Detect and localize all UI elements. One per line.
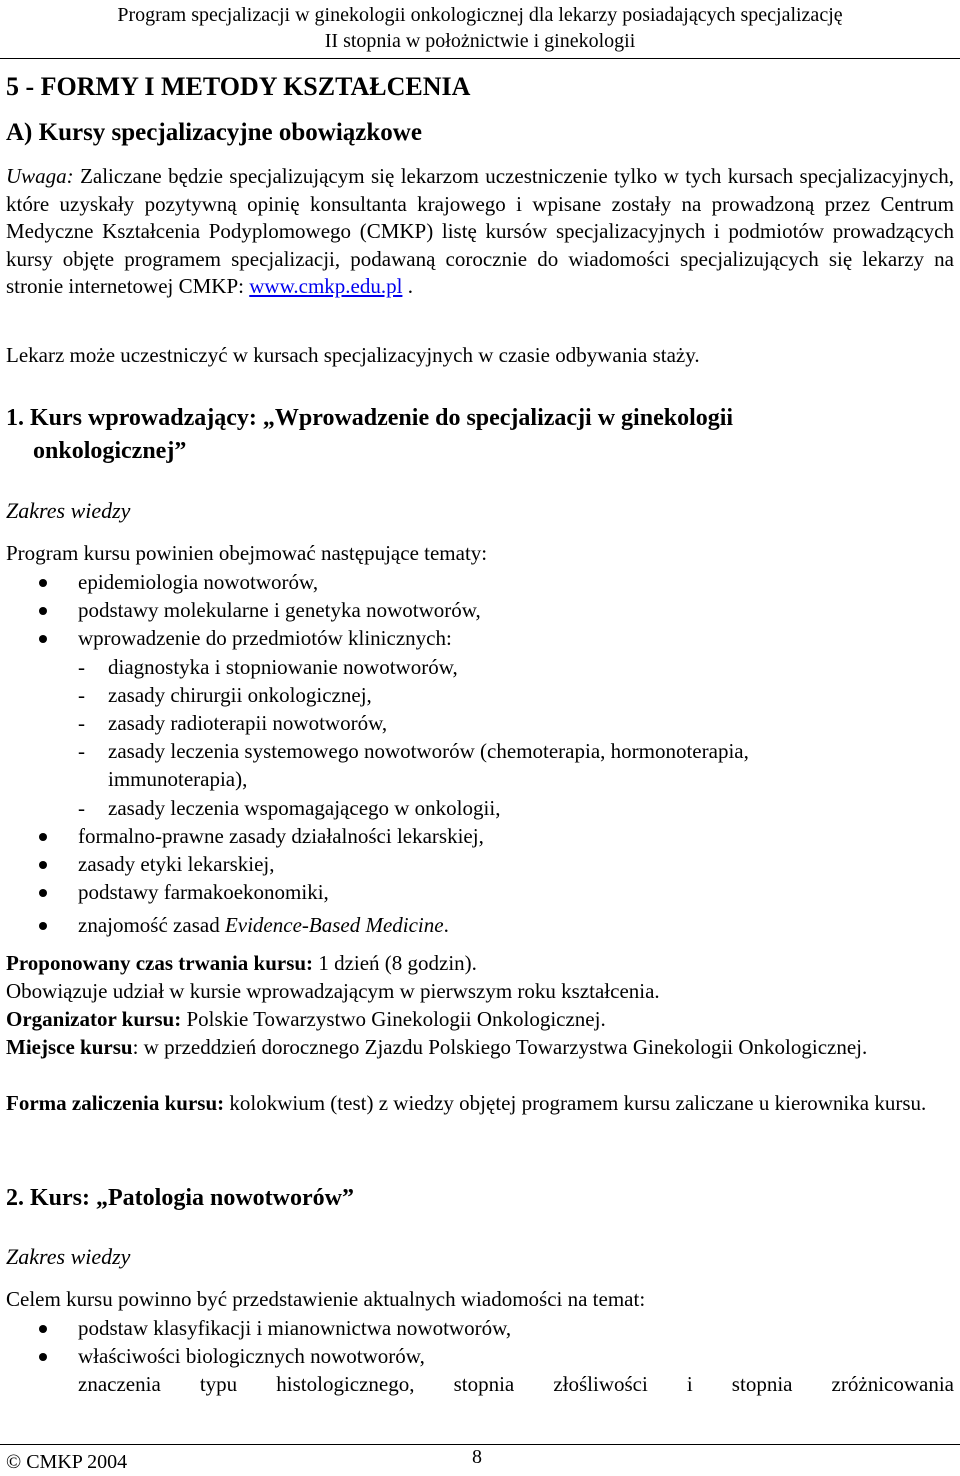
note-label: Uwaga: bbox=[6, 164, 74, 188]
course1-title-line1: 1. Kurs wprowadzający: „Wprowadzenie do specjalizacji w ginekologii bbox=[6, 405, 734, 431]
list-item: epidemiologia nowotworów, bbox=[0, 568, 960, 596]
list-item: formalno-prawne zasady działalności lekarskiej, bbox=[0, 822, 960, 850]
note-end: . bbox=[402, 274, 413, 299]
cmkp-link[interactable]: www.cmkp.edu.pl bbox=[249, 274, 403, 299]
note-paragraph bbox=[6, 163, 954, 301]
course2-title: 2. Kurs: „Patologia nowotworów” bbox=[6, 1185, 354, 1211]
course2-scope-label: Zakres wiedzy bbox=[6, 1244, 131, 1269]
dash-mark: - bbox=[78, 654, 85, 679]
list-item: wprowadzenie do przedmiotów klinicznych: bbox=[0, 624, 960, 652]
list-item: - zasady radioterapii nowotworów, bbox=[0, 709, 960, 737]
course2-intro: Celem kursu powinno być przedstawienie aktualnych wiadomości na temat: bbox=[6, 1287, 646, 1311]
header-line-2: II stopnia w położnictwie i ginekologii bbox=[324, 30, 636, 52]
course1-topic-list bbox=[0, 568, 960, 940]
footer-rule bbox=[0, 1444, 960, 1445]
list-item: podstawy farmakoekonomiki, bbox=[0, 878, 960, 906]
dash-mark: - bbox=[78, 711, 85, 736]
course1-title bbox=[6, 402, 946, 468]
list-item: - diagnostyka i stopniowanie nowotworów, bbox=[0, 653, 960, 681]
course1-title-line2: onkologicznej” bbox=[33, 438, 187, 464]
course1-pass: Forma zaliczenia kursu: kolokwium (test) z wiedzy objętej programem kursu zaliczane u kierownika kursu. bbox=[6, 1091, 927, 1115]
header-rule bbox=[0, 58, 960, 59]
header-line-1: Program specjalizacji w ginekologii onkologicznej dla lekarzy posiadających specjalizację bbox=[117, 4, 843, 26]
list-item: podstawy molekularne i genetyka nowotworów, bbox=[0, 596, 960, 624]
dash-mark: - bbox=[78, 739, 85, 764]
note-text: Zaliczane będzie specjalizującym się lekarzom uczestniczenie tylko w tych kursach specjalizacyjnych, które uzyskały pozytywną opinię konsultanta krajowego i wpisane zostały na prowadzoną przez Centrum Medyczne Kształcenia Podyplomowego (CMKP) listę kursów specjalizacyjnych i podmiotów prowadzących kursy objęte programem specjalizacji, podawaną corocznie do wiadomości specjalizujących się lekarzy na stronie internetowej CMKP: bbox=[6, 164, 954, 299]
course2-topic-list bbox=[0, 1314, 960, 1399]
section-title: 5 - FORMY I METODY KSZTAŁCENIA bbox=[6, 72, 471, 101]
list-item: właściwości biologicznych nowotworów, bbox=[0, 1342, 960, 1370]
list-item: znajomość zasad Evidence-Based Medicine. bbox=[0, 911, 960, 939]
running-header bbox=[0, 2, 960, 54]
list-item: znaczenia typu histologicznego, stopnia złośliwości i stopnia zróżnicowania bbox=[78, 1372, 954, 1397]
dash-mark: - bbox=[78, 682, 85, 707]
course1-intro: Program kursu powinien obejmować następujące tematy: bbox=[6, 541, 488, 565]
list-item: - zasady chirurgii onkologicznej, bbox=[0, 681, 960, 709]
list-item: podstaw klasyfikacji i mianownictwa nowotworów, bbox=[0, 1314, 960, 1342]
course1-scope-label: Zakres wiedzy bbox=[6, 498, 131, 523]
list-item: zasady etyki lekarskiej, bbox=[0, 850, 960, 878]
list-item: - zasady leczenia systemowego nowotworów (chemoterapia, hormonoterapia, immunoterapia), bbox=[78, 739, 749, 792]
list-item: - zasady leczenia wspomagającego w onkologii, bbox=[0, 794, 960, 822]
note2-paragraph: Lekarz może uczestniczyć w kursach specjalizacyjnych w czasie odbywania staży. bbox=[6, 343, 700, 367]
page-number: 8 bbox=[472, 1446, 482, 1468]
course1-mandatory: Obowiązuje udział w kursie wprowadzającym w pierwszym roku kształcenia. bbox=[6, 979, 660, 1003]
footer-copyright: © CMKP 2004 bbox=[6, 1451, 128, 1473]
course1-duration: Proponowany czas trwania kursu: 1 dzień (8 godzin). bbox=[6, 951, 477, 975]
dash-mark: - bbox=[78, 795, 85, 820]
course1-organizer: Organizator kursu: Polskie Towarzystwo Ginekologii Onkologicznej. bbox=[6, 1007, 606, 1031]
course1-place: Miejsce kursu: w przeddzień dorocznego Zjazdu Polskiego Towarzystwa Ginekologii Onkologicznej. bbox=[6, 1035, 868, 1059]
subsection-title: A) Kursy specjalizacyjne obowiązkowe bbox=[6, 119, 422, 146]
